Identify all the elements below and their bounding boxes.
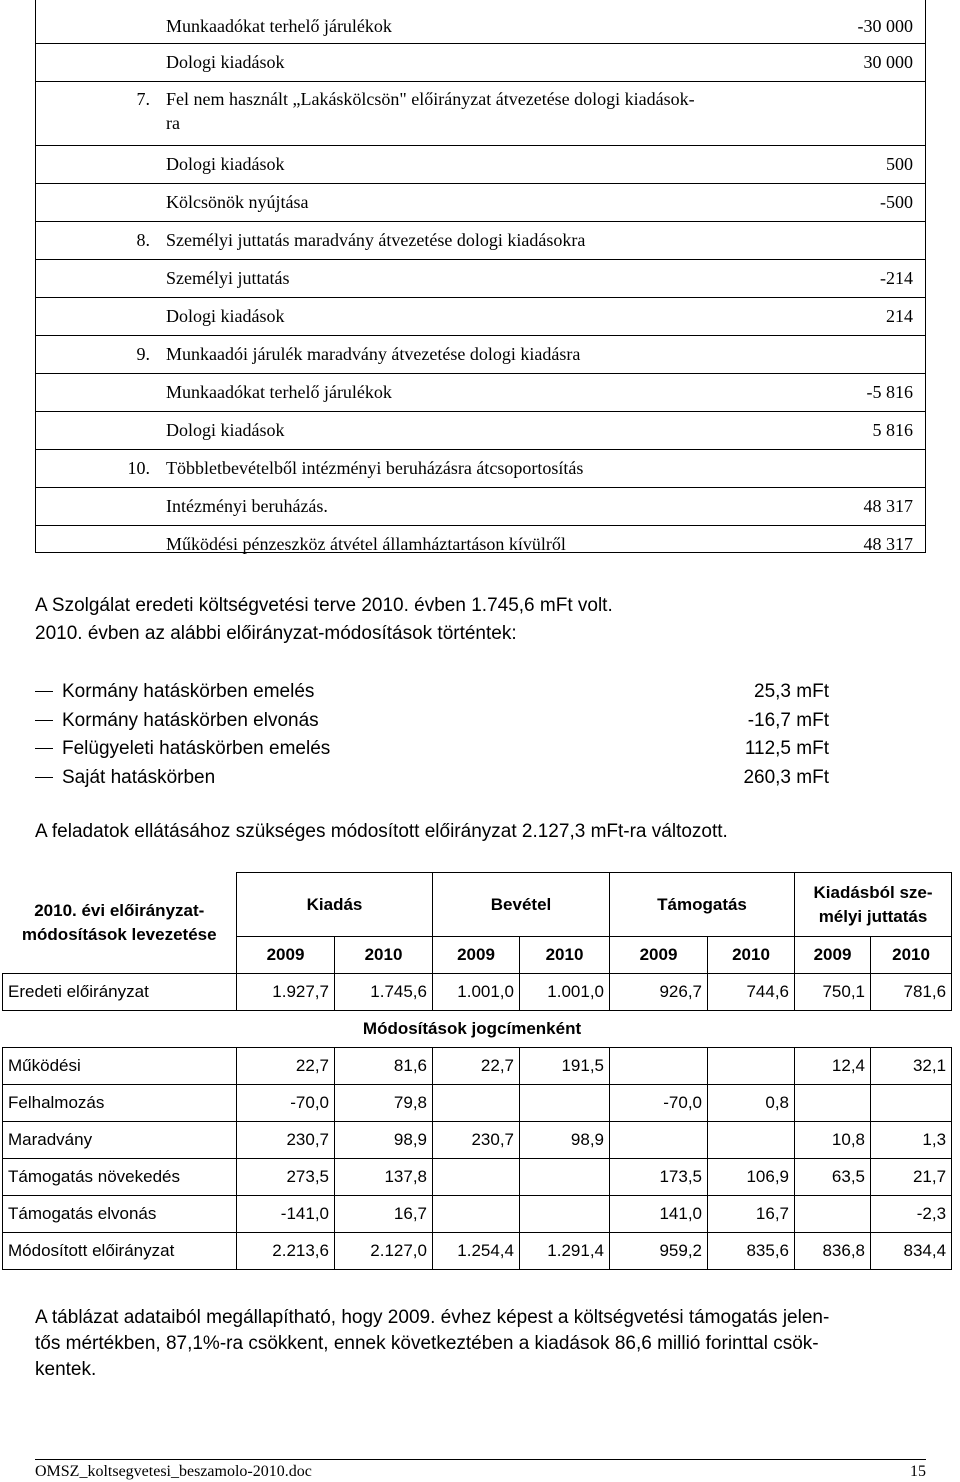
- table-cell: [433, 1085, 520, 1122]
- table-cell: 63,5: [795, 1159, 871, 1196]
- paragraph-conclusion-line1: A táblázat adataiból megállapítható, hogy 2009. évhez képest a költségvetési támogatás jelen-: [35, 1307, 830, 1328]
- row-label: Dologi kiadások: [166, 154, 285, 174]
- top-table-row: [36, 0, 925, 44]
- table-cell: [433, 1196, 520, 1233]
- list-item: [35, 678, 835, 706]
- table-cell: [610, 1048, 708, 1085]
- top-table-row: [36, 488, 925, 526]
- dash-bullet-icon: [35, 777, 53, 778]
- table-cell: 32,1: [871, 1048, 952, 1085]
- row-value: 48 317: [863, 496, 913, 516]
- year-header: 2010: [520, 937, 610, 974]
- table-cell: [610, 1122, 708, 1159]
- table-row: [3, 1085, 952, 1122]
- row-label: Dologi kiadások: [166, 306, 285, 326]
- year-header: 2009: [433, 937, 520, 974]
- table-cell: 1.291,4: [520, 1233, 610, 1270]
- table-cell: 230,7: [433, 1122, 520, 1159]
- top-table-row: [36, 374, 925, 412]
- table-cell: 834,4: [871, 1233, 952, 1270]
- table-cell: 173,5: [610, 1159, 708, 1196]
- dash-bullet-icon: [35, 748, 53, 749]
- row-label: Fel nem használt „Lakáskölcsön" előirányzat átvezetése dologi kiadások-: [166, 89, 695, 109]
- row-label: Módosított előirányzat: [3, 1233, 237, 1270]
- table-cell: 0,8: [708, 1085, 795, 1122]
- item-number: 10.: [127, 458, 150, 478]
- table-cell: 744,6: [708, 974, 795, 1011]
- table-cell: 106,9: [708, 1159, 795, 1196]
- row-label: Dologi kiadások: [166, 52, 285, 72]
- table-cell: 81,6: [335, 1048, 433, 1085]
- row-value: 5 816: [872, 420, 913, 440]
- paragraph-modified-budget: A feladatok ellátásához szükséges módosított előirányzat 2.127,3 mFt-ra változott.: [35, 821, 728, 842]
- table-cell: [708, 1048, 795, 1085]
- dash-bullet-icon: [35, 720, 53, 721]
- top-table-row: [36, 146, 925, 184]
- table-cell: [871, 1085, 952, 1122]
- table-cell: 836,8: [795, 1233, 871, 1270]
- top-table-row: [36, 298, 925, 336]
- table-title-cell: [3, 873, 237, 974]
- top-table-row: [36, 260, 925, 298]
- table-cell: [520, 1196, 610, 1233]
- table-cell: 79,8: [335, 1085, 433, 1122]
- row-label: Munkaadókat terhelő járulékok: [166, 16, 392, 36]
- table-row: [3, 1159, 952, 1196]
- row-label: Működési pénzeszköz átvétel államháztartáson kívülről: [166, 534, 566, 554]
- paragraph-modifications-intro: 2010. évben az alábbi előirányzat-módosítások történtek:: [35, 623, 517, 644]
- row-label: Munkaadókat terhelő járulékok: [166, 382, 392, 402]
- table-cell: 2.213,6: [237, 1233, 335, 1270]
- row-value: -30 000: [857, 16, 913, 36]
- row-label: Személyi juttatás: [166, 268, 290, 288]
- year-header: 2010: [871, 937, 952, 974]
- table-cell: 10,8: [795, 1122, 871, 1159]
- table-cell: 750,1: [795, 974, 871, 1011]
- footer-divider: [35, 1459, 926, 1460]
- top-table-row: [36, 336, 925, 374]
- table-cell: 1.745,6: [335, 974, 433, 1011]
- row-label: Működési: [3, 1048, 237, 1085]
- row-value: -500: [880, 192, 913, 212]
- list-item-value: 112,5 mFt: [744, 738, 829, 759]
- year-header: 2010: [335, 937, 433, 974]
- top-table-row: [36, 412, 925, 450]
- table-cell: -141,0: [237, 1196, 335, 1233]
- table-row: [3, 1196, 952, 1233]
- top-table-row: [36, 222, 925, 260]
- row-label: Intézményi beruházás.: [166, 496, 328, 516]
- table-cell: 1,3: [871, 1122, 952, 1159]
- list-item-value: 25,3 mFt: [754, 681, 829, 702]
- row-label: Dologi kiadások: [166, 420, 285, 440]
- table-cell: 98,9: [520, 1122, 610, 1159]
- row-label: Maradvány: [3, 1122, 237, 1159]
- list-item-value: -16,7 mFt: [747, 710, 829, 731]
- row-value: 48 317: [863, 534, 913, 554]
- top-table: [35, 0, 926, 553]
- row-label: Támogatás elvonás: [3, 1196, 237, 1233]
- table-cell: 137,8: [335, 1159, 433, 1196]
- table-cell: [520, 1085, 610, 1122]
- table-row: [3, 1233, 952, 1270]
- table-cell: 22,7: [237, 1048, 335, 1085]
- table-cell: 230,7: [237, 1122, 335, 1159]
- footer-page-number: 15: [910, 1463, 926, 1480]
- row-value: 214: [886, 306, 913, 326]
- table-cell: [795, 1196, 871, 1233]
- table-cell: -70,0: [610, 1085, 708, 1122]
- top-table-row: [36, 184, 925, 222]
- table-cell: 191,5: [520, 1048, 610, 1085]
- top-table-row: [36, 82, 925, 146]
- table-cell: 1.001,0: [433, 974, 520, 1011]
- paragraph-conclusion-line2: tős mértékben, 87,1%-ra csökkent, ennek következtében a kiadások 86,6 millió forinttal csök-: [35, 1333, 819, 1354]
- list-item-label: Kormány hatáskörben elvonás: [62, 710, 319, 731]
- paragraph-conclusion-line3: kentek.: [35, 1359, 97, 1380]
- table-cell: [520, 1159, 610, 1196]
- list-item: [35, 735, 835, 763]
- table-cell: 959,2: [610, 1233, 708, 1270]
- table-cell: 926,7: [610, 974, 708, 1011]
- row-label: Felhalmozás: [3, 1085, 237, 1122]
- table-cell: 835,6: [708, 1233, 795, 1270]
- row-label: Többletbevételből intézményi beruházásra átcsoportosítás: [166, 458, 584, 478]
- row-label: Személyi juttatás maradvány átvezetése dologi kiadásokra: [166, 230, 586, 250]
- row-label: Kölcsönök nyújtása: [166, 192, 309, 212]
- table-cell: 21,7: [871, 1159, 952, 1196]
- table-cell: 98,9: [335, 1122, 433, 1159]
- group-header-szemelyi-line1: Kiadásból sze-: [813, 882, 933, 902]
- group-header-szemelyi: [795, 873, 952, 937]
- dash-bullet-icon: [35, 691, 53, 692]
- table-cell: 781,6: [871, 974, 952, 1011]
- table-cell: -70,0: [237, 1085, 335, 1122]
- table-cell: 16,7: [335, 1196, 433, 1233]
- year-header: 2010: [708, 937, 795, 974]
- row-value: -214: [880, 268, 913, 288]
- table-cell: 1.927,7: [237, 974, 335, 1011]
- table-row: [3, 1048, 952, 1085]
- top-table-row: [36, 450, 925, 488]
- table-row-original: [3, 974, 952, 1011]
- paragraph-original-plan: A Szolgálat eredeti költségvetési terve 2010. évben 1.745,6 mFt volt.: [35, 595, 613, 616]
- table-cell: 2.127,0: [335, 1233, 433, 1270]
- item-number: 8.: [136, 230, 150, 250]
- table-cell: 16,7: [708, 1196, 795, 1233]
- item-number: 7.: [136, 89, 150, 109]
- modification-table: [2, 872, 952, 1270]
- table-cell: 1.001,0: [520, 974, 610, 1011]
- list-item: [35, 707, 835, 735]
- row-value: -5 816: [866, 382, 913, 402]
- table-cell: [708, 1122, 795, 1159]
- item-number: 9.: [136, 344, 150, 364]
- row-value: 30 000: [863, 52, 913, 72]
- table-cell: -2,3: [871, 1196, 952, 1233]
- row-label: Eredeti előirányzat: [3, 974, 237, 1011]
- table-cell: 141,0: [610, 1196, 708, 1233]
- top-table-row: [36, 44, 925, 82]
- table-cell: [795, 1085, 871, 1122]
- group-header-bevetel: Bevétel: [433, 873, 610, 937]
- table-cell: 273,5: [237, 1159, 335, 1196]
- table-section-row: [3, 1011, 952, 1048]
- year-header: 2009: [795, 937, 871, 974]
- modification-rows: [3, 1048, 952, 1270]
- list-item-value: 260,3 mFt: [743, 767, 829, 788]
- group-header-kiadas: Kiadás: [237, 873, 433, 937]
- year-header: 2009: [610, 937, 708, 974]
- table-cell: 1.254,4: [433, 1233, 520, 1270]
- row-label: Támogatás növekedés: [3, 1159, 237, 1196]
- list-item-label: Kormány hatáskörben emelés: [62, 681, 315, 702]
- row-label: Munkaadói járulék maradvány átvezetése dologi kiadásra: [166, 344, 581, 364]
- table-cell: [433, 1159, 520, 1196]
- row-value: 500: [886, 154, 913, 174]
- table-title-line1: 2010. évi előirányzat-: [34, 900, 205, 920]
- table-title-line2: módosítások levezetése: [21, 924, 217, 944]
- section-label: Módosítások jogcímenként: [237, 1011, 708, 1048]
- list-item-label: Felügyeleti hatáskörben emelés: [62, 738, 331, 759]
- year-header: 2009: [237, 937, 335, 974]
- group-header-szemelyi-line2: mélyi juttatás: [818, 906, 928, 926]
- footer-filename: OMSZ_koltsegvetesi_beszamolo-2010.doc: [35, 1463, 312, 1480]
- list-item: [35, 764, 835, 792]
- table-row: [3, 1122, 952, 1159]
- table-cell: 12,4: [795, 1048, 871, 1085]
- group-header-tamogatas: Támogatás: [610, 873, 795, 937]
- list-item-label: Saját hatáskörben: [62, 767, 216, 788]
- row-label-continuation: ra: [166, 113, 180, 133]
- top-table-row: [36, 526, 925, 553]
- table-cell: 22,7: [433, 1048, 520, 1085]
